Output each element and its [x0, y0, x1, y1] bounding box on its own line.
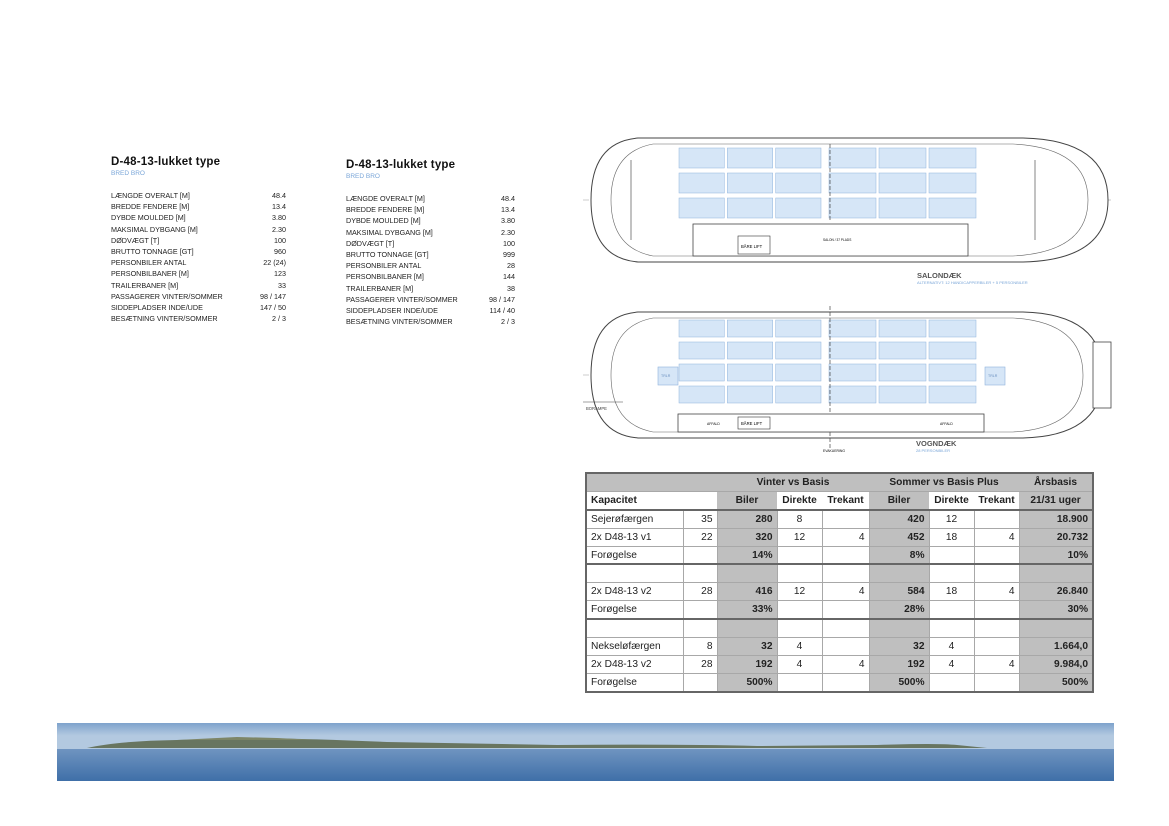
table-cell: Sejerøfærgen	[586, 510, 683, 528]
spec-subtitle: BRED BRO	[111, 170, 145, 177]
table-cell: 4	[822, 655, 869, 673]
spec-row	[111, 302, 286, 313]
table-cell	[974, 638, 1019, 656]
column-header: Trekant	[974, 491, 1019, 509]
spec-row	[346, 238, 515, 249]
spec-row	[346, 305, 515, 316]
car-lane-slot	[879, 364, 926, 381]
car-lane-slot	[776, 320, 821, 337]
evac-label: EVAKUERING	[823, 449, 845, 453]
table-cell: 500%	[717, 673, 777, 691]
car-lane-slot	[879, 198, 926, 218]
spec-value: 100	[503, 238, 515, 248]
table-cell: 4	[929, 638, 974, 656]
spec-label: BREDDE FENDERE [M]	[111, 202, 190, 212]
table-cell	[777, 564, 822, 582]
affald-right-label: AFFALD	[940, 422, 953, 426]
spec-label: PERSONBILER ANTAL	[111, 258, 187, 268]
table-cell	[869, 619, 929, 637]
spec-value: 123	[274, 269, 286, 279]
spec-label: DYBDE MOULDED [M]	[111, 213, 186, 223]
spec-row	[111, 201, 286, 212]
table-cell	[929, 564, 974, 582]
table-row	[586, 583, 1093, 601]
car-deck-note: 28 PERSONBILER	[916, 448, 951, 453]
table-cell: 18	[929, 528, 974, 546]
spec-row	[346, 316, 515, 327]
car-lane-slot	[829, 342, 876, 359]
table-cell: 35	[683, 510, 717, 528]
table-row	[586, 601, 1093, 619]
spec-value: 98 / 147	[260, 291, 286, 301]
spec-label: PERSONBILBANER [M]	[346, 272, 424, 282]
table-cell: 28%	[869, 601, 929, 619]
car-lane-slot	[829, 386, 876, 403]
spec-label: BESÆTNING VINTER/SOMMER	[346, 317, 453, 327]
trailer-right-label: TRLR	[988, 374, 998, 378]
spec-row	[111, 212, 286, 223]
spec-row	[111, 190, 286, 201]
car-lane-slot	[727, 386, 772, 403]
table-cell: 4	[974, 655, 1019, 673]
spec-value: 100	[274, 235, 286, 245]
table-cell	[822, 673, 869, 691]
table-cell	[683, 546, 717, 564]
group-header-year: Årsbasis	[1019, 473, 1093, 491]
spec-label: DØDVÆGT [T]	[346, 238, 395, 248]
spec-value: 22 (24)	[263, 258, 286, 268]
spec-title: D-48-13-lukket type	[111, 156, 221, 168]
spec-label: BRUTTO TONNAGE [GT]	[346, 250, 429, 260]
spec-label: PERSONBILBANER [M]	[111, 269, 189, 279]
table-cell: Forøgelse	[586, 673, 683, 691]
table-cell: 584	[869, 583, 929, 601]
car-lane-slot	[727, 342, 772, 359]
table-cell	[929, 601, 974, 619]
car-lane-slot	[929, 364, 976, 381]
table-cell	[777, 619, 822, 637]
spec-row	[111, 291, 286, 302]
table-cell	[683, 601, 717, 619]
table-cell	[869, 564, 929, 582]
table-cell: 8%	[869, 546, 929, 564]
column-header	[683, 491, 717, 509]
spec-label: PASSAGERER VINTER/SOMMER	[111, 291, 223, 301]
car-lane-slot	[727, 364, 772, 381]
spec-label: DYBDE MOULDED [M]	[346, 216, 421, 226]
table-cell	[929, 619, 974, 637]
table-cell: 4	[822, 583, 869, 601]
column-header: Direkte	[777, 491, 822, 509]
spec-row	[346, 294, 515, 305]
spec-label: TRAILERBANER [M]	[346, 283, 414, 293]
table-row	[586, 546, 1093, 564]
spec-label: MAKSIMAL DYBGANG [M]	[346, 227, 433, 237]
table-cell	[974, 619, 1019, 637]
spec-value: 3.80	[501, 216, 515, 226]
table-cell: 280	[717, 510, 777, 528]
table-cell: Nekseløfærgen	[586, 638, 683, 656]
column-header: Kapacitet	[586, 491, 683, 509]
spec-row	[111, 246, 286, 257]
table-cell	[1019, 619, 1093, 637]
table-cell	[683, 619, 717, 637]
car-lane-slot	[776, 173, 821, 193]
spec-label: BREDDE FENDERE [M]	[346, 205, 425, 215]
table-cell	[822, 601, 869, 619]
spec-row	[346, 215, 515, 226]
table-cell	[822, 564, 869, 582]
car-lane-slot	[929, 198, 976, 218]
spec-value: 144	[503, 272, 515, 282]
car-lane-slot	[776, 364, 821, 381]
table-cell	[974, 673, 1019, 691]
car-lane-slot	[679, 364, 724, 381]
table-cell: 18	[929, 583, 974, 601]
car-lane-slot	[929, 386, 976, 403]
spec-row	[346, 283, 515, 294]
spec-row	[111, 268, 286, 279]
table-cell	[586, 564, 683, 582]
car-lane-slot	[879, 148, 926, 168]
table-cell: 8	[777, 510, 822, 528]
spec-row	[346, 193, 515, 204]
car-lane-slot	[879, 173, 926, 193]
table-cell: 452	[869, 528, 929, 546]
spec-label: BESÆTNING VINTER/SOMMER	[111, 314, 218, 324]
spec-value: 33	[278, 280, 286, 290]
table-cell	[974, 510, 1019, 528]
salon-seating-label: SALON / 37 PLADS	[823, 238, 852, 242]
car-lane-slot	[727, 198, 772, 218]
salon-lift-label: BÅRE LIFT	[741, 244, 763, 249]
table-cell: 26.840	[1019, 583, 1093, 601]
spec-value: 48.4	[501, 194, 515, 203]
table-group-header-row	[586, 473, 1093, 491]
spec-label: PERSONBILER ANTAL	[346, 261, 422, 271]
spec-value: 13.4	[501, 205, 515, 215]
car-lane-slot	[679, 320, 724, 337]
spec-title: D-48-13-lukket type	[346, 159, 456, 171]
spec-block-v2	[346, 159, 515, 327]
table-cell: 9.984,0	[1019, 655, 1093, 673]
car-lane-slot	[929, 173, 976, 193]
car-deck-lift-label: BÅRE LIFT	[741, 421, 763, 426]
table-cell	[974, 601, 1019, 619]
spec-row	[111, 313, 286, 324]
table-row	[586, 510, 1093, 528]
spec-value: 28	[507, 261, 515, 271]
table-cell: 416	[717, 583, 777, 601]
table-cell: 18.900	[1019, 510, 1093, 528]
spec-value: 147 / 50	[260, 303, 286, 313]
car-lane-slot	[776, 198, 821, 218]
spec-value: 98 / 147	[489, 294, 515, 304]
table-cell: 4	[974, 583, 1019, 601]
table-cell	[777, 546, 822, 564]
spec-row	[346, 204, 515, 215]
column-header: 21/31 uger	[1019, 491, 1093, 509]
table-cell: 12	[777, 528, 822, 546]
table-cell	[717, 564, 777, 582]
trailer-left-label: TRLR	[661, 374, 671, 378]
table-cell	[974, 546, 1019, 564]
table-cell: 22	[683, 528, 717, 546]
spec-value: 38	[507, 283, 515, 293]
table-cell	[822, 638, 869, 656]
car-lane-slot	[829, 320, 876, 337]
spec-row	[346, 227, 515, 238]
car-lane-slot	[727, 173, 772, 193]
table-cell	[822, 546, 869, 564]
table-cell: 320	[717, 528, 777, 546]
table-cell: 32	[717, 638, 777, 656]
car-lane-slot	[679, 148, 724, 168]
spec-label: SIDDEPLADSER INDE/UDE	[346, 306, 438, 316]
spec-value: 3.80	[272, 213, 286, 223]
car-lane-slot	[679, 342, 724, 359]
table-cell: 500%	[869, 673, 929, 691]
table-cell: 4	[929, 655, 974, 673]
table-cell: 8	[683, 638, 717, 656]
car-lane-slot	[679, 386, 724, 403]
table-cell	[717, 619, 777, 637]
table-cell	[822, 619, 869, 637]
column-header: Biler	[869, 491, 929, 509]
car-lane-slot	[829, 364, 876, 381]
table-cell: 14%	[717, 546, 777, 564]
spec-value: 2 / 3	[501, 317, 515, 327]
affald-left-label: AFFALD	[707, 422, 720, 426]
table-cell: 33%	[717, 601, 777, 619]
table-cell: 4	[777, 655, 822, 673]
car-lane-slot	[829, 148, 876, 168]
table-cell: Forøgelse	[586, 546, 683, 564]
car-lane-slot	[929, 320, 976, 337]
table-cell: 12	[777, 583, 822, 601]
table-cell: 30%	[1019, 601, 1093, 619]
spec-subtitle: BRED BRO	[346, 173, 380, 180]
car-lane-slot	[727, 320, 772, 337]
column-header: Direkte	[929, 491, 974, 509]
spec-value: 48.4	[272, 191, 286, 200]
spec-row	[346, 260, 515, 271]
car-lane-slot	[929, 342, 976, 359]
table-cell	[777, 673, 822, 691]
spec-label: DØDVÆGT [T]	[111, 235, 160, 245]
ramp-label: BORAMPE	[586, 406, 607, 411]
table-cell: Forøgelse	[586, 601, 683, 619]
capacity-table	[585, 472, 1094, 693]
spec-value: 2 / 3	[272, 314, 286, 324]
group-header-summer: Sommer vs Basis Plus	[869, 473, 1019, 491]
car-lane-slot	[776, 342, 821, 359]
table-cell: 12	[929, 510, 974, 528]
spec-label: PASSAGERER VINTER/SOMMER	[346, 294, 458, 304]
car-lane-slot	[679, 198, 724, 218]
table-cell	[929, 546, 974, 564]
table-cell: 10%	[1019, 546, 1093, 564]
column-header: Biler	[717, 491, 777, 509]
spec-row	[346, 271, 515, 282]
table-cell: 1.664,0	[1019, 638, 1093, 656]
table-cell	[683, 564, 717, 582]
table-row	[586, 528, 1093, 546]
table-cell: 4	[822, 528, 869, 546]
table-cell: 2x D48-13 v2	[586, 655, 683, 673]
car-lane-slot	[679, 173, 724, 193]
table-cell	[586, 619, 683, 637]
table-cell: 4	[974, 528, 1019, 546]
spec-label: SIDDEPLADSER INDE/UDE	[111, 303, 203, 313]
table-row	[586, 673, 1093, 691]
spec-label: LÆNGDE OVERALT [M]	[346, 194, 425, 203]
table-cell: 32	[869, 638, 929, 656]
spec-row	[111, 235, 286, 246]
table-row	[586, 655, 1093, 673]
car-deck-plan	[583, 300, 1113, 462]
salon-deck-note: ALTERNATIVT: 12 HANDICAPPERBILER + 5 PERSONBILER	[917, 280, 1028, 285]
car-lane-slot	[776, 148, 821, 168]
spec-value: 960	[274, 247, 286, 257]
table-cell: 500%	[1019, 673, 1093, 691]
spec-row	[111, 224, 286, 235]
spec-value: 2.30	[501, 227, 515, 237]
spec-rows	[111, 190, 286, 324]
car-lane-slot	[879, 320, 926, 337]
car-lane-slot	[929, 148, 976, 168]
group-header-winter: Vinter vs Basis	[717, 473, 869, 491]
coastline-banner-image	[57, 723, 1114, 781]
spec-label: MAKSIMAL DYBGANG [M]	[111, 224, 198, 234]
spec-row	[111, 257, 286, 268]
table-header-row	[586, 491, 1093, 509]
table-row	[586, 638, 1093, 656]
car-lane-slot	[776, 386, 821, 403]
table-cell: 4	[777, 638, 822, 656]
spec-value: 13.4	[272, 202, 286, 212]
table-cell: 192	[869, 655, 929, 673]
spec-value: 114 / 40	[489, 306, 515, 316]
table-row	[586, 619, 1093, 637]
table-cell	[777, 601, 822, 619]
table-cell	[683, 673, 717, 691]
car-lane-slot	[727, 148, 772, 168]
table-cell: 28	[683, 655, 717, 673]
spec-block-v1	[111, 156, 286, 324]
column-header: Trekant	[822, 491, 869, 509]
salon-deck-title: SALONDÆK	[917, 271, 962, 280]
table-cell: 2x D48-13 v2	[586, 583, 683, 601]
spec-row	[346, 249, 515, 260]
table-cell	[1019, 564, 1093, 582]
salon-deck-plan	[583, 130, 1113, 290]
spec-label: TRAILERBANER [M]	[111, 280, 179, 290]
spec-rows	[346, 193, 515, 327]
car-deck-title: VOGNDÆK	[916, 439, 957, 448]
table-cell	[929, 673, 974, 691]
car-lane-slot	[879, 342, 926, 359]
table-cell: 2x D48-13 v1	[586, 528, 683, 546]
car-lane-slot	[879, 386, 926, 403]
spec-label: LÆNGDE OVERALT [M]	[111, 191, 190, 200]
table-cell	[974, 564, 1019, 582]
spec-value: 2.30	[272, 224, 286, 234]
table-cell: 420	[869, 510, 929, 528]
table-cell: 20.732	[1019, 528, 1093, 546]
table-cell: 28	[683, 583, 717, 601]
spec-row	[111, 280, 286, 291]
table-row	[586, 564, 1093, 582]
car-lane-slot	[829, 173, 876, 193]
table-cell: 192	[717, 655, 777, 673]
car-lane-slot	[829, 198, 876, 218]
spec-value: 999	[503, 250, 515, 260]
spec-label: BRUTTO TONNAGE [GT]	[111, 247, 194, 257]
table-cell	[822, 510, 869, 528]
